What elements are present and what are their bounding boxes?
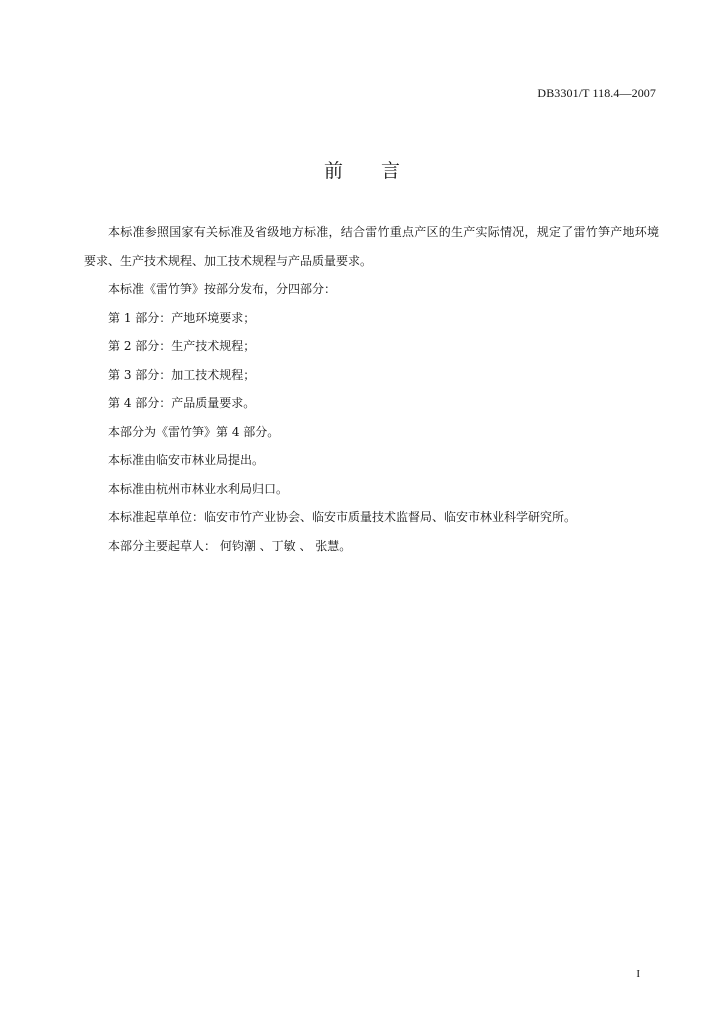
paragraph-part-3: 第 3 部分：加工技术规程； [108,367,256,382]
foreword-body [84,218,659,560]
paragraph-this-part: 本部分为《雷竹笋》第 4 部分。 [108,424,280,439]
page-number: I [636,968,640,980]
paragraph-drafting-units: 本标准起草单位：临安市竹产业协会、临安市质量技术监督局、临安市林业科学研究所。 [108,510,577,524]
paragraph-centralized-by: 本标准由杭州市林业水利局归口。 [108,481,289,496]
paragraph-intro: 本标准参照国家有关标准及省级地方标准，结合雷竹重点产区的生产实际情况，规定了雷竹笋产地环境要求、生产技术规程、加工技术规程与产品质量要求。 [84,225,659,268]
paragraph-drafters: 本部分主要起草人： 何钧潮 、丁敏 、 张慧。 [108,538,352,553]
document-number: DB3301/T 118.4—2007 [537,86,656,100]
paragraph-part-2: 第 2 部分：生产技术规程； [108,339,256,353]
paragraph-proposed-by: 本标准由临安市林业局提出。 [108,453,265,467]
paragraph-part-4: 第 4 部分：产品质量要求。 [108,396,256,410]
paragraph-part-1: 第 1 部分：产地环境要求； [108,310,256,325]
paragraph-parts-overview: 本标准《雷竹笋》按部分发布，分四部分： [108,282,337,296]
page-title: 前言 [323,160,438,182]
